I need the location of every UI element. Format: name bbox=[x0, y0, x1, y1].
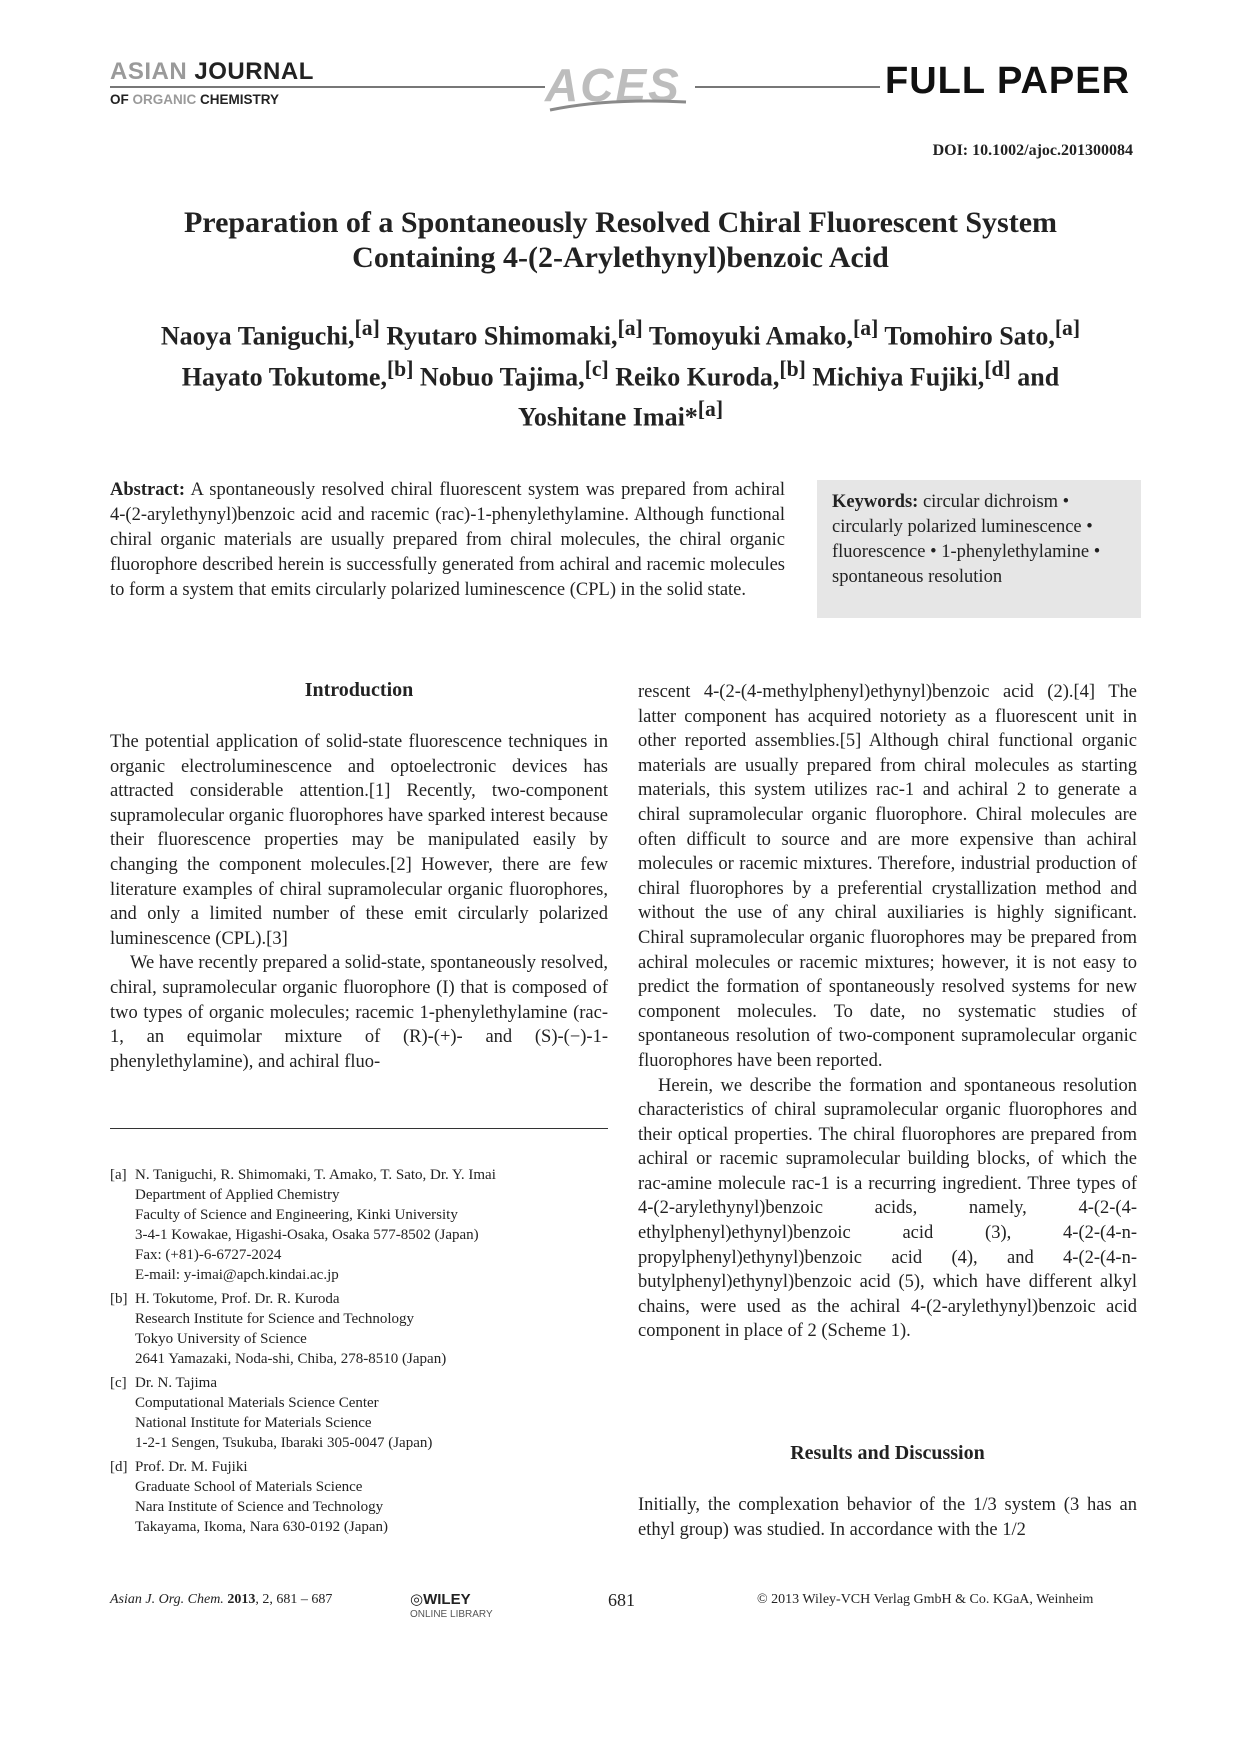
abstract bbox=[110, 478, 785, 603]
header-rule-right bbox=[695, 86, 880, 88]
aces-logo: ACES bbox=[545, 59, 681, 111]
paper-title: Preparation of a Spontaneously Resolved Chiral Fluorescent System Containing 4-(2-Arylethynyl)benzoic Acid bbox=[183, 206, 1058, 274]
email-link[interactable]: E-mail: y-imai@apch.kindai.ac.jp bbox=[135, 1267, 339, 1283]
right-paragraph-2: Herein, we describe the formation and spontaneous resolution characteristics of chiral supramolecular organic fluorophores and their optical properties. The chiral fluorophores are prepared from achiral or racemic supramolecular building blocks, of which the rac-amine molecule rac-1 is a recurring ingredient. Three types of 4-(2-arylethynyl)benzoic acids, namely, 4-(2-(4-ethylphenyl)ethynyl)benzoic acid (3), 4-(2-(4-n-propylphenyl)ethynyl)benzoic acid (4), and 4-(2-(4-n-butylphenyl)ethynyl)benzoic acid (5), which have different alkyl chains, were used as the achiral 4-(2-arylethynyl)benzoic acid component in place of 2 (Scheme 1). bbox=[638, 1075, 1137, 1342]
abstract-label: Abstract: bbox=[110, 480, 186, 500]
footer-citation: Asian J. Org. Chem. 2013, 2, 681 – 687 bbox=[110, 1592, 333, 1607]
aces-swoosh-icon bbox=[548, 96, 688, 112]
journal-subname: OF ORGANIC CHEMISTRY bbox=[110, 92, 280, 107]
affiliation-d: [d] Prof. Dr. M. Fujiki Graduate School of Materials Science Nara Institute of Science and Technology Takayama, Ikoma, Nara 630-0192 (Japan) bbox=[110, 1459, 389, 1535]
author-line-1: Naoya Taniguchi,[a] Ryutaro Shimomaki,[a] Tomoyuki Amako,[a] Tomohiro Sato,[a] bbox=[160, 316, 1081, 351]
affiliation-b: [b] H. Tokutome, Prof. Dr. R. Kuroda Research Institute for Science and Technology Tokyo University of Science 2641 Yamazaki, Noda-shi, Chiba, 278-8510 (Japan) bbox=[110, 1291, 447, 1367]
doi[interactable]: DOI: 10.1002/ajoc.201300084 bbox=[932, 142, 1133, 159]
copyright: © 2013 Wiley-VCH Verlag GmbH & Co. KGaA, Weinheim bbox=[757, 1592, 1094, 1607]
intro-paragraph-2: We have recently prepared a solid-state, spontaneously resolved, chiral, supramolecular organic fluorophore (I) that is composed of two types of organic molecules; racemic 1-phenylethylamine (rac-1, an equimolar mixture of (R)-(+)- and (S)-(−)-1-phenylethylamine), and achiral fluo- bbox=[110, 953, 608, 1072]
results-heading: Results and Discussion bbox=[790, 1442, 985, 1464]
affiliation-c: [c] Dr. N. Tajima Computational Materials Science Center National Institute for Materials Science 1-2-1 Sengen, Tsukuba, Ibaraki 305-0047 (Japan) bbox=[110, 1375, 433, 1451]
section-label: FULL PAPER bbox=[885, 60, 1131, 102]
header-rule-left bbox=[110, 86, 545, 88]
affiliation-a: [a] N. Taniguchi, R. Shimomaki, T. Amako, T. Sato, Dr. Y. Imai Department of Applied Chemistry Faculty of Science and Engineering, Kinki University 3-4-1 Kowakae, Higashi-Osaka, Osaka 577-8502 (Japan) Fax: (+81)-6-6727-2024 E-mail: y-imai@apch.kindai.ac.jp bbox=[110, 1167, 496, 1283]
intro-paragraph-1: The potential application of solid-state fluorescence techniques in organic electroluminescence and optoelectronic devices has attracted considerable attention.[1] Recently, two-component supramolecular organic fluorophores have sparked interest because their fluorescence properties may be manipulated easily by changing the component molecules.[2] However, there are few literature examples of chiral supramolecular organic fluorophores, and only a limited number of these emit circularly polarized luminescence (CPL).[3] bbox=[110, 732, 608, 949]
results-paragraph-1: Initially, the complexation behavior of the 1/3 system (3 has an ethyl group) was studied. In accordance with the 1/2 bbox=[638, 1495, 1137, 1540]
introduction-body bbox=[110, 730, 608, 1074]
abstract-text: A spontaneously resolved chiral fluorescent system was prepared from achiral 4-(2-arylethynyl)benzoic acid and racemic (rac)-1-phenylethylamine. Although functional chiral organic materials are usually prepared from chiral molecules, the chiral organic fluorophore described herein is successfully generated from achiral and racemic molecules to form a system that emits circularly polarized luminescence (CPL) in the solid state. bbox=[110, 480, 785, 600]
right-column-body bbox=[638, 680, 1137, 1344]
right-paragraph-1: rescent 4-(2-(4-methylphenyl)ethynyl)benzoic acid (2).[4] The latter component has acquired notoriety as a fluorescent unit in other reported assemblies.[5] Although chiral functional organic materials are usually prepared from chiral molecules as starting materials, this system utilizes rac-1 and achiral 2 to generate a chiral supramolecular organic fluorophore. Chiral molecules are often difficult to source and are more expensive than achiral molecules or racemic mixtures. Therefore, industrial production of chiral fluorophores by a preferential crystallization method and without the use of any chiral auxiliaries is highly significant. Chiral supramolecular organic fluorophores may be prepared from achiral molecules or racemic mixtures; however, it is not easy to predict the formation of spontaneously resolved systems for new component molecules. To date, no systematic studies of spontaneous resolution of two-component supramolecular organic fluorophores have been reported. bbox=[638, 682, 1137, 1071]
online-library-label: ONLINE LIBRARY bbox=[410, 1609, 493, 1620]
introduction-heading: Introduction bbox=[304, 679, 414, 701]
footnote-rule bbox=[110, 1128, 608, 1129]
wiley-logo: ◎WILEY bbox=[410, 1591, 471, 1608]
author-line-2: Hayato Tokutome,[b] Nobuo Tajima,[c] Reiko Kuroda,[b] Michiya Fujiki,[d] and bbox=[181, 356, 1060, 392]
keywords bbox=[832, 490, 1126, 590]
results-body bbox=[638, 1493, 1137, 1542]
keywords-label: Keywords: bbox=[832, 492, 919, 512]
wiley-mark-icon: ◎ bbox=[410, 1591, 424, 1608]
keywords-text: circular dichroism • circularly polarized luminescence • fluorescence • 1-phenylethylamine • spontaneous resolution bbox=[832, 492, 1101, 587]
journal-name: ASIAN JOURNAL bbox=[110, 58, 314, 85]
author-line-3: Yoshitane Imai*[a] bbox=[517, 397, 724, 432]
author-list bbox=[100, 312, 1141, 434]
page-number: 681 bbox=[608, 1590, 635, 1610]
affiliations bbox=[110, 1165, 608, 1541]
